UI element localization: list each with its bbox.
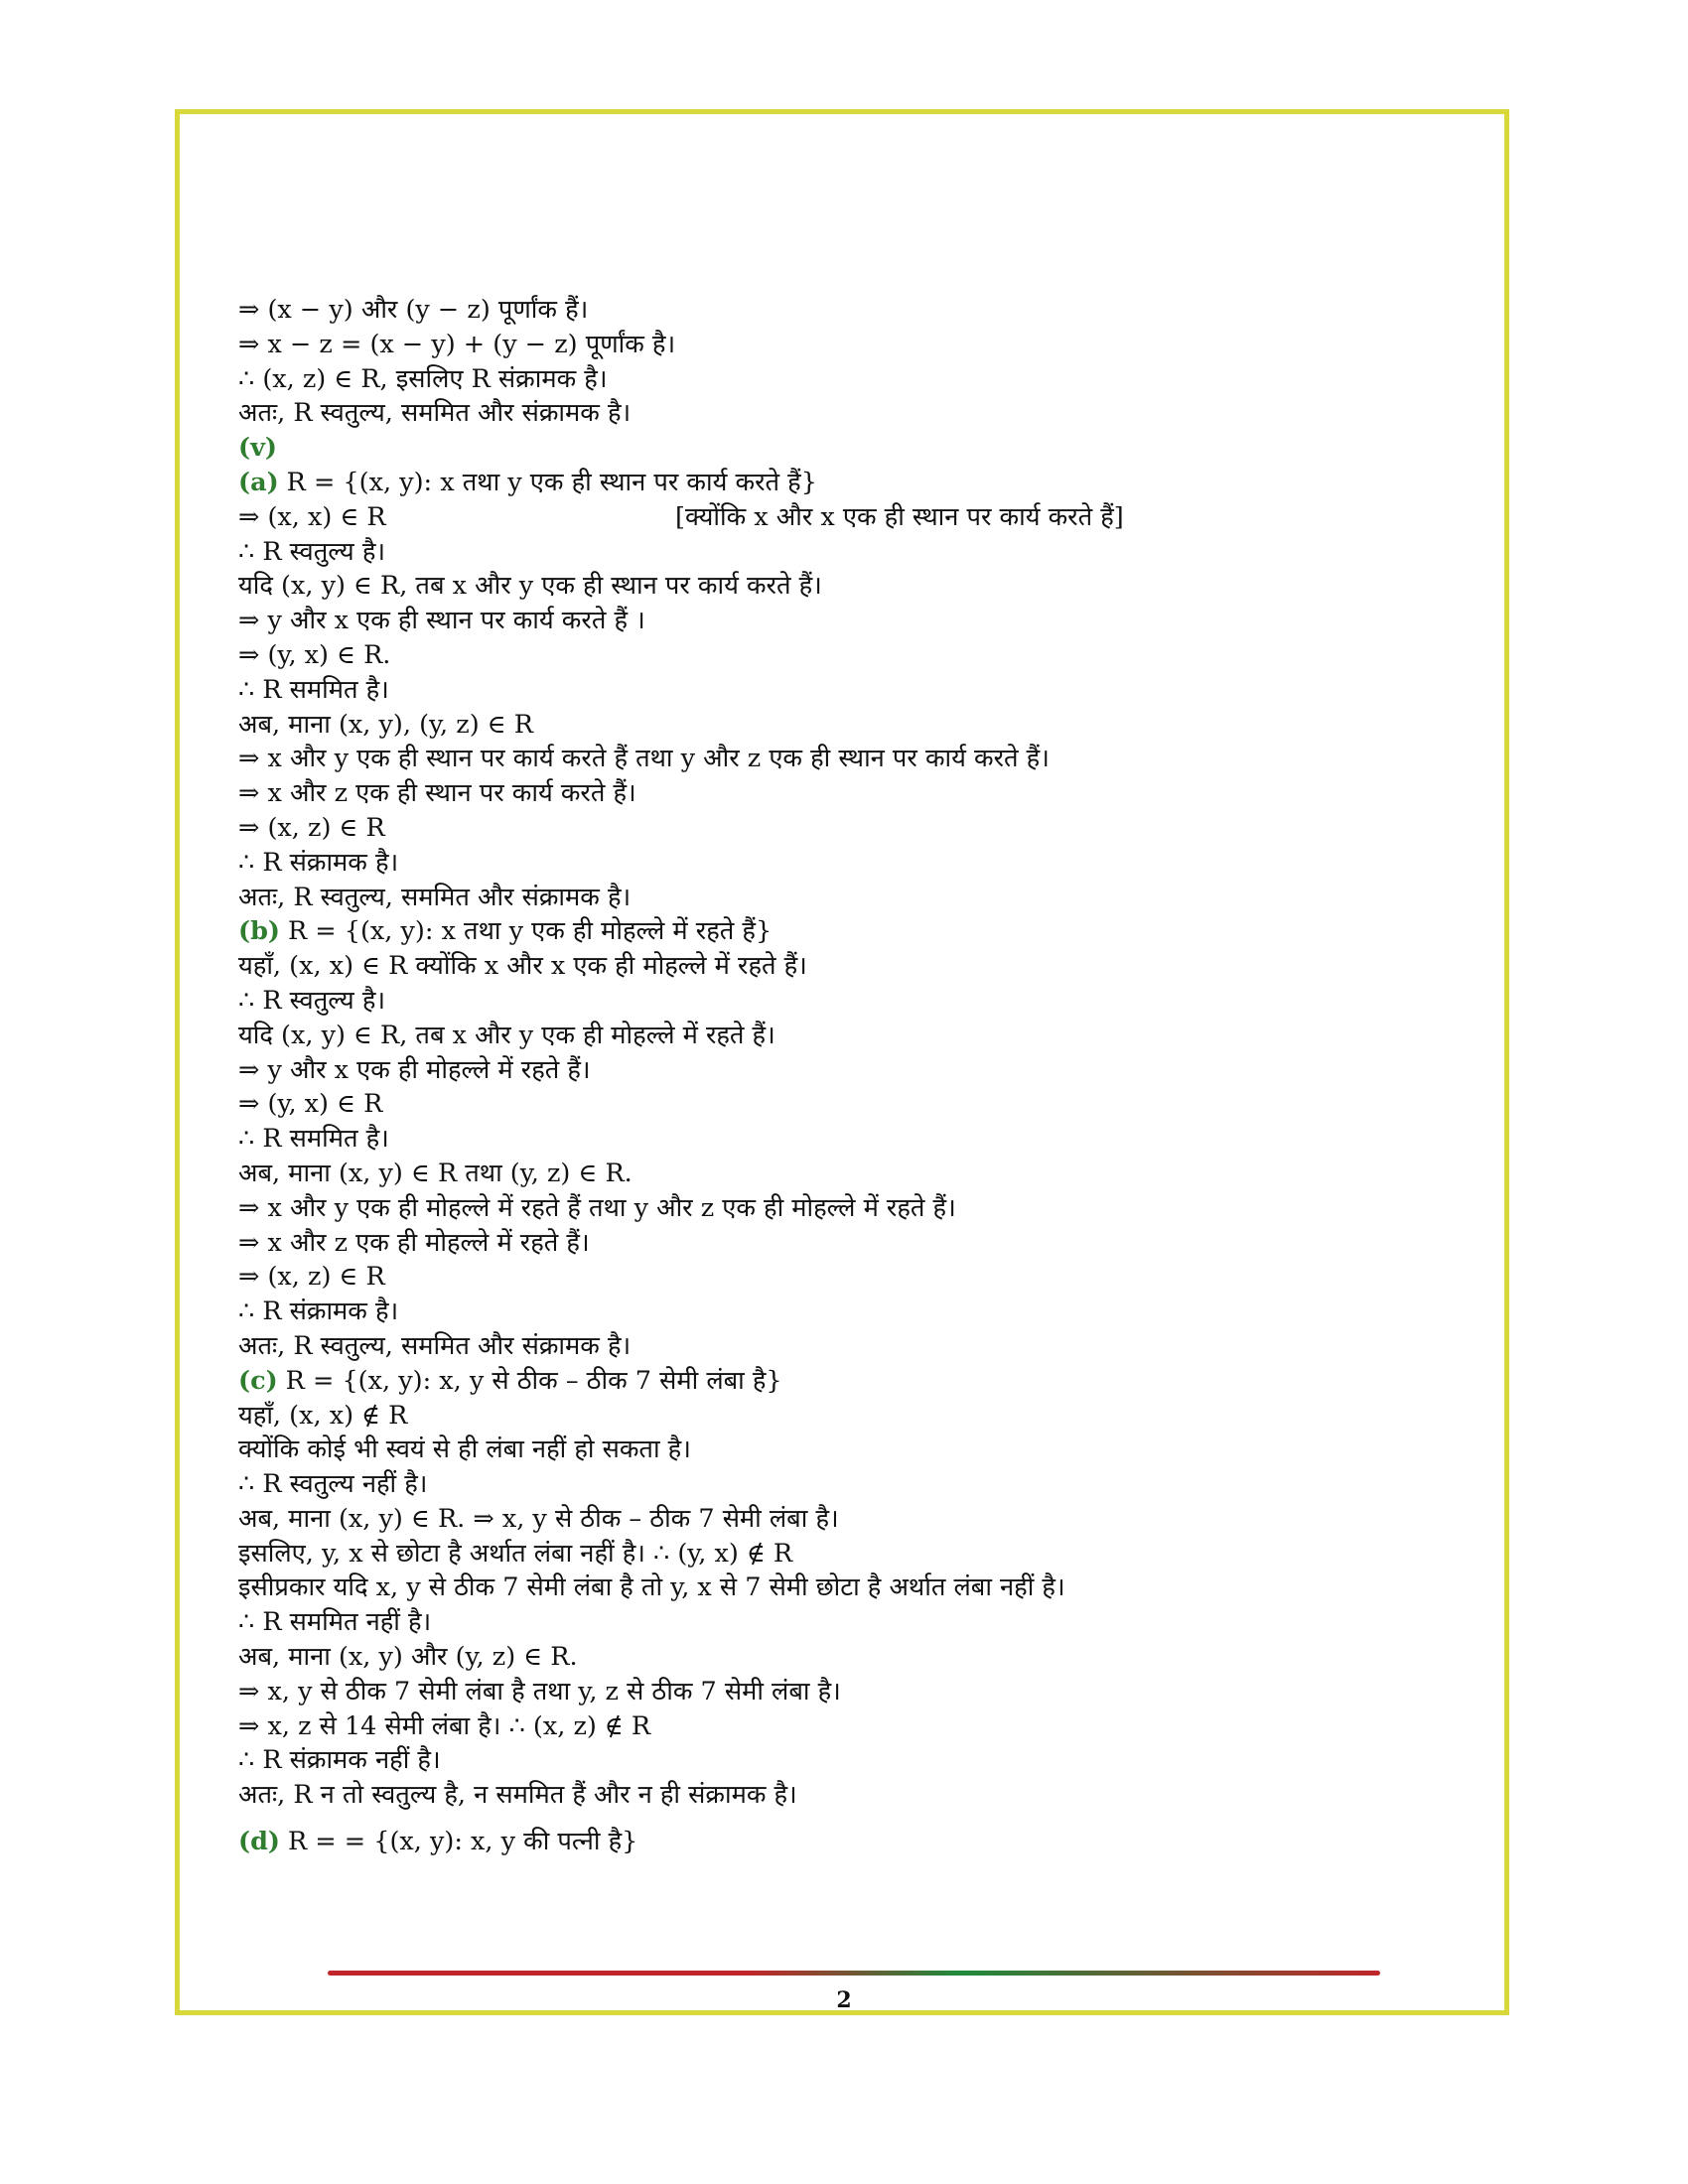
relation-definition: R = {(x, y): x तथा y एक ही मोहल्ले में रहते हैं} xyxy=(287,916,773,947)
text-line: ⇒ y और x एक ही मोहल्ले में रहते हैं। xyxy=(238,1054,591,1085)
text-line: ⇒ x और y एक ही स्थान पर कार्य करते हैं तथा y और z एक ही स्थान पर कार्य करते हैं। xyxy=(238,744,1050,774)
text-line: अतः, R स्वतुल्य, सममित और संक्रामक है। xyxy=(238,1330,632,1361)
text-line: ∴ R स्वतुल्य है। xyxy=(238,985,386,1016)
part-label-b: (b) xyxy=(238,916,280,947)
text-line: ⇒ x, y से ठीक 7 सेमी लंबा है तथा y, z से ठीक 7 सेमी लंबा है। xyxy=(238,1676,841,1706)
part-a-heading xyxy=(238,466,1430,500)
section-label-v: (v) xyxy=(238,433,277,464)
text-line: ⇒ x − z = (x − y) + (y − z) पूर्णांक है। xyxy=(238,329,676,359)
text-line: ∴ R स्वतुल्य नहीं है। xyxy=(238,1469,428,1500)
text-line: ⇒ y और x एक ही स्थान पर कार्य करते हैं । xyxy=(238,606,645,636)
footer-divider xyxy=(328,1971,1380,1976)
text-line: ∴ R संक्रामक है। xyxy=(238,847,399,878)
text-line: ∴ R सममित नहीं है। xyxy=(238,1607,432,1638)
text-line: अब, माना (x, y), (y, z) ∈ R xyxy=(238,709,533,740)
text-line: अब, माना (x, y) और (y, z) ∈ R. xyxy=(238,1642,578,1673)
part-b-heading xyxy=(238,914,1430,949)
text-line: ∴ R सममित है। xyxy=(238,674,389,705)
text-line: इसीप्रकार यदि x, y से ठीक 7 सेमी लंबा है तो y, x से 7 सेमी छोटा है अर्थात लंबा नहीं है। xyxy=(238,1572,1065,1603)
document-body xyxy=(238,293,1430,1859)
text-line: यहाँ, (x, x) ∉ R xyxy=(238,1400,408,1431)
text-line: यहाँ, (x, x) ∈ R क्योंकि x और x एक ही मोहल्ले में रहते हैं। xyxy=(238,951,807,982)
text-line: ⇒ (y, x) ∈ R. xyxy=(238,639,391,670)
relation-definition: R = {(x, y): x, y से ठीक – ठीक 7 सेमी लंबा है} xyxy=(285,1365,782,1396)
relation-definition: R = {(x, y): x तथा y एक ही स्थान पर कार्य करते हैं} xyxy=(286,467,817,497)
text-line: इसलिए, y, x से छोटा है अर्थात लंबा नहीं है। ∴ (y, x) ∉ R xyxy=(238,1538,793,1569)
text-line: ∴ (x, z) ∈ R, इसलिए R संक्रामक है। xyxy=(238,363,608,394)
text-line: ∴ R संक्रामक है। xyxy=(238,1297,399,1327)
text-line: यदि (x, y) ∈ R, तब x और y एक ही मोहल्ले में रहते हैं। xyxy=(238,1020,775,1050)
text-line: ∴ R सममित है। xyxy=(238,1124,389,1155)
text-line: ⇒ x, z से 14 सेमी लंबा है। ∴ (x, z) ∉ R xyxy=(238,1710,651,1741)
text-line: ∴ R स्वतुल्य है। xyxy=(238,536,386,567)
spacer xyxy=(238,1813,1430,1825)
text-line: क्योंकि कोई भी स्वयं से ही लंबा नहीं हो सकता है। xyxy=(238,1434,691,1465)
relation-definition: R = = {(x, y): x, y की पत्नी है} xyxy=(287,1827,638,1857)
reason-note: [क्योंकि x और x एक ही स्थान पर कार्य करते हैं] xyxy=(675,501,1124,532)
part-d-heading xyxy=(238,1825,1430,1859)
part-label-c: (c) xyxy=(238,1365,278,1396)
text-line: अब, माना (x, y) ∈ R तथा (y, z) ∈ R. xyxy=(238,1158,633,1188)
part-c-heading xyxy=(238,1364,1430,1399)
text-line: अब, माना (x, y) ∈ R. ⇒ x, y से ठीक – ठीक 7 सेमी लंबा है। xyxy=(238,1503,839,1534)
text-line: अतः, R स्वतुल्य, सममित और संक्रामक है। xyxy=(238,398,632,429)
text-line: ⇒ x और y एक ही मोहल्ले में रहते हैं तथा y और z एक ही मोहल्ले में रहते हैं। xyxy=(238,1192,956,1223)
page-number: 2 xyxy=(836,1987,852,2013)
text-line: ∴ R संक्रामक नहीं है। xyxy=(238,1745,441,1776)
text-line: ⇒ x और z एक ही मोहल्ले में रहते हैं। xyxy=(238,1227,590,1258)
text-line: ⇒ x और z एक ही स्थान पर कार्य करते हैं। xyxy=(238,778,636,809)
text-line: ⇒ (y, x) ∈ R xyxy=(238,1089,383,1120)
text-line: यदि (x, y) ∈ R, तब x और y एक ही स्थान पर कार्य करते हैं। xyxy=(238,571,822,602)
text-line xyxy=(238,500,1430,535)
text-line: ⇒ (x, z) ∈ R xyxy=(238,1262,385,1293)
statement: ⇒ (x, x) ∈ R xyxy=(238,501,386,532)
text-line: ⇒ (x, z) ∈ R xyxy=(238,812,385,843)
text-line: अतः, R न तो स्वतुल्य है, न सममित हैं और न ही संक्रामक है। xyxy=(238,1780,797,1811)
part-label-d: (d) xyxy=(238,1827,280,1857)
part-label-a: (a) xyxy=(238,467,279,497)
text-line: ⇒ (x − y) और (y − z) पूर्णांक हैं। xyxy=(238,295,589,325)
text-line: अतः, R स्वतुल्य, सममित और संक्रामक है। xyxy=(238,882,632,912)
